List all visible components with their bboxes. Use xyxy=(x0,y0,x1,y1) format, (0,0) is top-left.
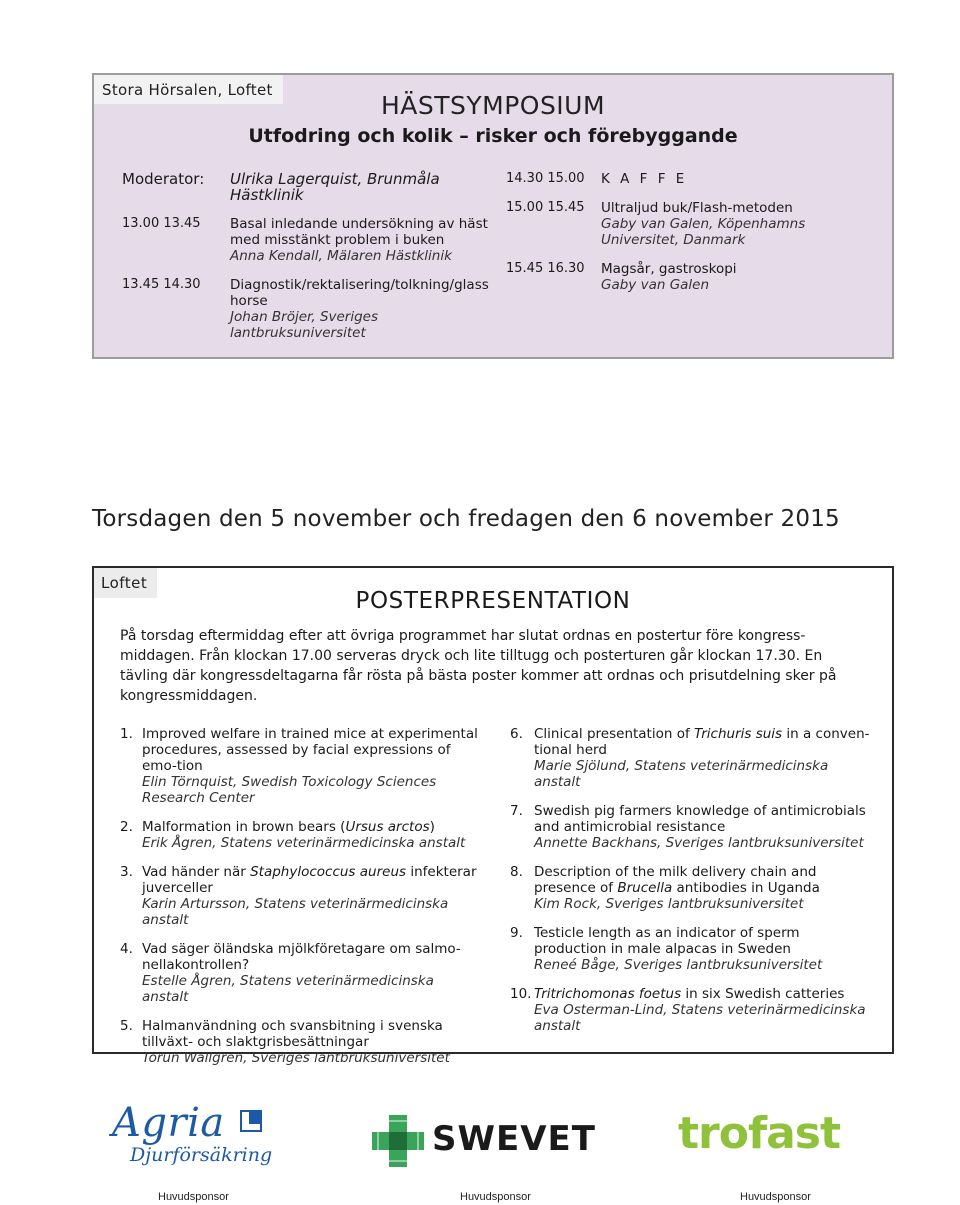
session-speaker: Gaby van Galen xyxy=(601,277,710,293)
moderator-row xyxy=(122,171,502,203)
symposium-left-column xyxy=(122,171,502,354)
poster-item-title: Halmanvändning och svansbitning i svenska tillväxt- och slaktgrisbesättningar xyxy=(142,1018,443,1050)
session-speaker: Gaby van Galen, Köpenhamns Universitet, Danmark xyxy=(601,216,806,248)
moderator-label: Moderator: xyxy=(122,170,205,188)
session-row xyxy=(122,216,502,264)
swevet-logo-text: SWEVET xyxy=(432,1119,596,1159)
poster-item xyxy=(120,941,480,1005)
poster-item-author: Reneé Båge, Sveriges lantbruksuniversitet xyxy=(534,957,823,973)
session-time: 13.00 13.45 xyxy=(122,216,201,231)
poster-item-author: Estelle Ågren, Statens veterinärmedicinska anstalt xyxy=(142,973,434,1005)
poster-number: 5. xyxy=(120,1018,133,1034)
poster-number: 1. xyxy=(120,726,133,742)
session-time: 14.30 15.00 xyxy=(506,171,585,186)
poster-item xyxy=(120,864,480,928)
poster-title: POSTERPRESENTATION xyxy=(355,588,631,614)
sponsor-label: Huvudsponsor xyxy=(158,1191,229,1203)
agria-mark-icon xyxy=(240,1110,262,1132)
poster-item-author: Torun Wallgren, Sveriges lantbruksuniversitet xyxy=(142,1050,450,1066)
poster-item-author: Marie Sjölund, Statens veterinärmedicinska anstalt xyxy=(534,758,829,790)
poster-item xyxy=(510,864,870,912)
poster-number: 2. xyxy=(120,819,133,835)
poster-item-title: Swedish pig farmers knowledge of antimicrobials and antimicrobial resistance xyxy=(534,803,866,835)
poster-box xyxy=(92,566,894,1066)
poster-number: 4. xyxy=(120,941,133,957)
poster-location: Loftet xyxy=(94,568,157,598)
session-speaker: Anna Kendall, Mälaren Hästklinik xyxy=(230,248,452,264)
poster-list-left xyxy=(120,726,480,1079)
poster-number: 10. xyxy=(510,986,532,1002)
agria-logo-text: Agria xyxy=(112,1100,225,1146)
agria-logo-sub: Djurförsäkring xyxy=(130,1144,273,1166)
poster-number: 9. xyxy=(510,925,523,941)
session-time: 13.45 14.30 xyxy=(122,277,201,292)
symposium-box xyxy=(92,73,894,359)
session-title: Magsår, gastroskopi xyxy=(601,261,737,277)
symposium-title: HÄSTSYMPOSIUM xyxy=(380,91,606,120)
poster-item-author: Erik Ågren, Statens veterinärmedicinska anstalt xyxy=(142,835,466,851)
session-time: 15.00 15.45 xyxy=(506,200,585,215)
symposium-right-column xyxy=(506,171,886,306)
poster-item-author: Karin Artursson, Statens veterinärmedicinska anstalt xyxy=(142,896,449,928)
session-row xyxy=(122,277,502,341)
poster-number: 3. xyxy=(120,864,133,880)
symposium-location: Stora Hörsalen, Loftet xyxy=(94,75,283,104)
session-title: Basal inledande undersökning av häst med misstänkt problem i buken xyxy=(230,216,488,248)
poster-number: 6. xyxy=(510,726,523,742)
poster-item-author: Kim Rock, Sveriges lantbruksuniversitet xyxy=(534,896,804,912)
poster-item-author: Elin Törnquist, Swedish Toxicology Sciences Research Center xyxy=(142,774,437,806)
moderator-name: Ulrika Lagerquist, Brunmåla Hästklinik xyxy=(230,170,440,204)
poster-item xyxy=(510,986,870,1034)
trofast-logo xyxy=(678,1108,878,1168)
poster-item-title: Tritrichomonas foetus in six Swedish catteries xyxy=(534,986,845,1002)
poster-item-title: Description of the milk delivery chain and presence of Brucella antibodies in Uganda xyxy=(534,864,820,896)
poster-item xyxy=(120,726,480,806)
poster-item-author: Annette Backhans, Sveriges lantbruksuniversitet xyxy=(534,835,864,851)
poster-intro: På torsdag eftermiddag efter att övriga programmet har slutat ordnas en postertur före kongress-middagen. Från klockan 17.00 serveras dryck och lite tilltugg och posterturen går klockan 17.30. En tävling där kongressdeltagarna får rösta på bästa poster kommer att ordnas och prisutdelning sker på kongressmiddagen. xyxy=(120,628,837,704)
poster-item-author: Eva Osterman-Lind, Statens veterinärmedicinska anstalt xyxy=(534,1002,866,1034)
trofast-logo-text: trofast xyxy=(678,1108,841,1159)
session-title: Ultraljud buk/Flash-metoden xyxy=(601,200,793,216)
poster-item xyxy=(510,925,870,973)
poster-item xyxy=(120,1018,480,1066)
poster-item xyxy=(510,803,870,851)
session-row xyxy=(506,171,886,187)
sponsor-label: Huvudsponsor xyxy=(740,1191,811,1203)
date-heading: Torsdagen den 5 november och fredagen den 6 november 2015 xyxy=(92,506,840,532)
poster-number: 8. xyxy=(510,864,523,880)
session-title: Diagnostik/rektalisering/tolkning/glass horse xyxy=(230,277,489,309)
poster-item xyxy=(510,726,870,790)
session-time: 15.45 16.30 xyxy=(506,261,585,276)
poster-number: 7. xyxy=(510,803,523,819)
sponsor-label: Huvudsponsor xyxy=(460,1191,531,1203)
session-row xyxy=(506,200,886,248)
agria-logo xyxy=(112,1100,272,1180)
poster-item-title: Clinical presentation of Trichuris suis in a conven-tional herd xyxy=(534,726,870,758)
symposium-subtitle: Utfodring och kolik – risker och förebyggande xyxy=(248,125,738,147)
session-row xyxy=(506,261,886,293)
poster-list-right xyxy=(510,726,870,1047)
poster-item-title: Malformation in brown bears (Ursus arctos) xyxy=(142,819,435,835)
coffee-break: K A F F E xyxy=(601,171,688,187)
poster-item-title: Testicle length as an indicator of sperm production in male alpacas in Sweden xyxy=(534,925,800,957)
poster-item xyxy=(120,819,480,851)
poster-item-title: Vad säger öländska mjölkföretagare om salmo-nellakontrollen? xyxy=(142,941,461,973)
swevet-logo xyxy=(372,1113,602,1171)
session-speaker: Johan Bröjer, Sveriges lantbruksuniversitet xyxy=(230,309,379,341)
poster-item-title: Improved welfare in trained mice at experimental procedures, assessed by facial expressions of emo-tion xyxy=(142,726,478,774)
poster-item-title: Vad händer när Staphylococcus aureus infekterar juverceller xyxy=(142,864,477,896)
cross-icon xyxy=(372,1115,424,1167)
